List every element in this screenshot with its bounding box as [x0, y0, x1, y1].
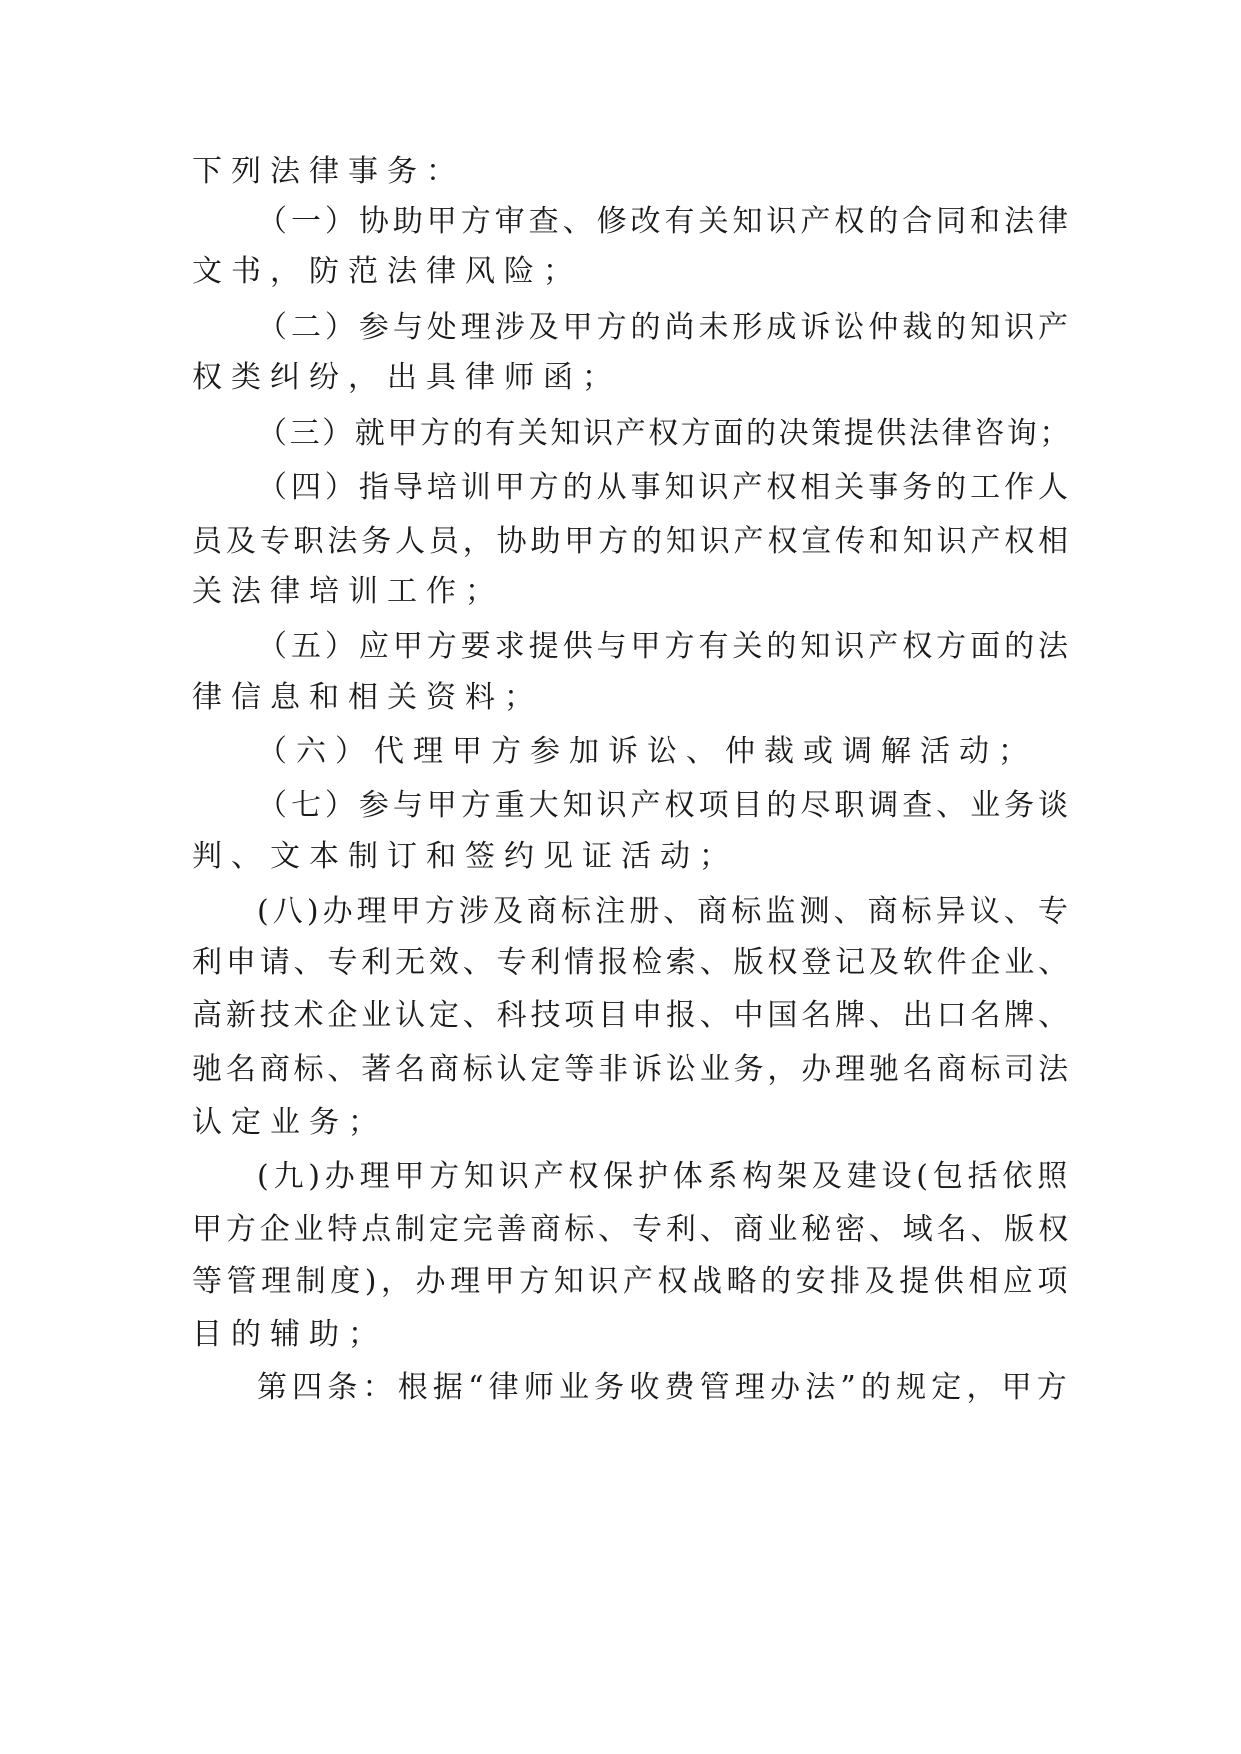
text-line: 驰名商标、著名商标认定等非诉讼业务，办理驰名商标司法 [192, 1052, 1072, 1087]
text-line: 第四条：根据“律师业务收费管理办法”的规定，甲方 [257, 1370, 1072, 1405]
text-line: 员及专职法务人员，协助甲方的知识产权宣传和知识产权相 [192, 524, 1072, 559]
text-line: （一）协助甲方审查、修改有关知识产权的合同和法律 [257, 204, 1072, 239]
text-line: (八)办理甲方涉及商标注册、商标监测、商标异议、专 [257, 894, 1072, 929]
text-line: 甲方企业特点制定完善商标、专利、商业秘密、域名、版权 [192, 1212, 1072, 1247]
text-line: （二）参与处理涉及甲方的尚未形成诉讼仲裁的知识产 [257, 310, 1072, 345]
text-line: （四）指导培训甲方的从事知识产权相关事务的工作人 [257, 470, 1072, 505]
text-line: （五）应甲方要求提供与甲方有关的知识产权方面的法 [257, 629, 1072, 664]
text-line: 判、文本制订和签约见证活动； [192, 839, 738, 874]
text-line: 律信息和相关资料； [192, 680, 543, 715]
text-line: 认定业务； [192, 1105, 387, 1140]
text-line: 文书，防范法律风险； [192, 254, 582, 289]
text-line: 目的辅助； [192, 1317, 387, 1352]
text-line: (九)办理甲方知识产权保护体系构架及建设(包括依照 [257, 1159, 1072, 1194]
text-line: 利申请、专利无效、专利情报检索、版权登记及软件企业、 [192, 945, 1072, 980]
text-line: （三）就甲方的有关知识产权方面的决策提供法律咨询； [257, 416, 1072, 451]
text-line: 下列法律事务： [192, 154, 465, 189]
text-line: 权类纠纷，出具律师函； [192, 360, 621, 395]
text-line: （七）参与甲方重大知识产权项目的尽职调查、业务谈 [257, 788, 1072, 823]
text-line: （六）代理甲方参加诉讼、仲裁或调解活动； [257, 734, 1037, 769]
text-line: 高新技术企业认定、科技项目申报、中国名牌、出口名牌、 [192, 998, 1072, 1033]
text-line: 关法律培训工作； [192, 574, 504, 609]
text-line: 等管理制度)，办理甲方知识产权战略的安排及提供相应项 [192, 1264, 1072, 1299]
